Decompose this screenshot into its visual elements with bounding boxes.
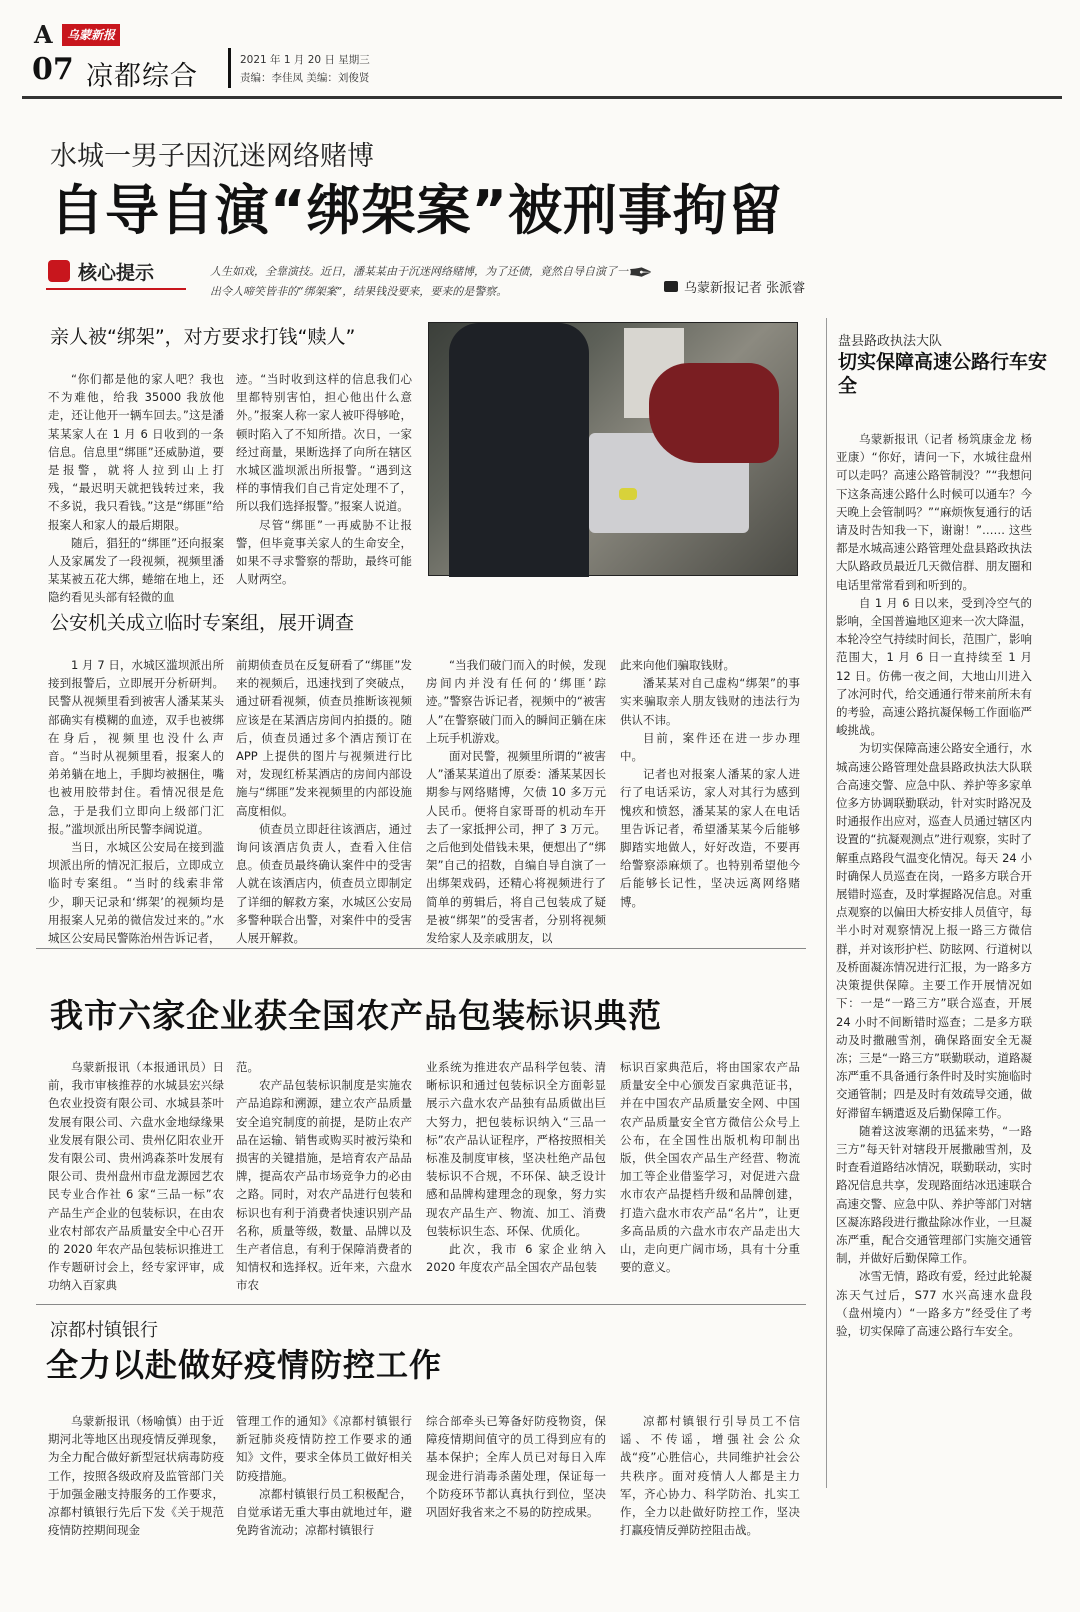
section-title: 凉都综合 [86, 61, 198, 92]
sidebar-kicker: 盘县路政执法大队 [838, 334, 943, 349]
sidebar-body [836, 430, 1032, 1510]
photo-red-cloth [649, 363, 779, 463]
story2-headline: 我市六家企业获全国农产品包装标识典范 [50, 996, 662, 1035]
newspaper-logo: 乌蒙新报 [62, 24, 120, 46]
paragraph: 凉都村镇银行引导员工不信谣、不传谣，增强社会公众战“疫”心胜信心，共同维护社会公共秩序。面对疫情人人都是主力军，齐心协力、科学防治、扎实工作，全力以赴做好防控工作，坚决打赢疫情反弹防控阻击战。 [620, 1414, 800, 1538]
news-photo [428, 322, 798, 576]
story1-subhead1: 亲人被“绑架”，对方要求打钱“赎人” [50, 326, 356, 348]
paragraph: 标识百家典范后，将由国家农产品质量安全中心颁发百家典范证书，并在中国农产品质量安全网、中国农产品质量安全官方微信公众号上公布，在全国性出版机构印制出版，供全国农产品生产经营、物流加工等企业借鉴学习，对促进六盘水市农产品提档升级和品牌创建，打造六盘水市农产品“名片”，让更多高品质的六盘水市农产品走出大山，走向更广阔市场，具有十分重要的意义。 [620, 1060, 800, 1275]
story3-kicker: 凉都村镇银行 [50, 1320, 158, 1341]
paragraph: “你们都是他的家人吧？我也不为难他，给我 35000 我放他走，还让他开一辆车回去。”这是潘某某家人在 1 月 6 日收到的一条信息。信息里“绑匪”还威胁道，要是报警，就将人拉到山上打残，“最迟明天就把钱转过来，我不多说，我只看钱。”这是“绑匪”给报案人和家人的最后期限。 [48, 372, 224, 532]
paragraph: 迹。“当时收到这样的信息我们心里都特别害怕，担心他出什么意外。”报案人称一家人被吓得够呛，顿时陷入了不知所措。次日，一家经过商量，果断选择了向所在辖区水城区滥坝派出所报警。“遇到这样的事情我们自己肯定处理不了，所以我们选择报警。”报案人说道。 [236, 372, 412, 514]
editors: 责编：李佳凤 美编：刘俊贤 [240, 72, 370, 84]
paragraph: 面对民警，视频里所谓的“被害人”潘某某道出了原委：潘某某因长期参与网络赌博，欠债 10 多万元人民币。便将自家哥哥的机动车开去了一家抵押公司，押了 3 万元。之后他到处借钱未果，便想出了“绑架”自己的招数，自编自导自演了一出绑架戏码，还精心将视频进行了简单的剪辑后，将自己包装成了疑是被“绑架”的受害者，分别将视频发给家人及亲戚朋友，以 [426, 749, 606, 946]
photo-figure-police [449, 323, 589, 577]
story1-sec2-col4 [620, 656, 800, 948]
paragraph: 自 1 月 6 日以来，受到冷空气的影响，全国普遍地区迎来一次大降温，本轮冷空气持续时间长，范围广，影响范围大，1 月 6 日一直持续至 1 月 12 日。仿佛一夜之间，大地山川进入了冰河时代，给交通通行带来前所未有的考验，高速公路抗凝保畅工作面临严峻挑战。 [836, 595, 1032, 738]
story1-kicker: 水城一男子因沉迷网络赌博 [50, 141, 374, 172]
paragraph: 前期侦查员在反复研看了“绑匪”发来的视频后，迅速找到了突破点，通过研看视频，侦查员推断该视频应该是在某酒店房间内拍摄的。随后，侦查员通过多个酒店预订在 APP 上提供的图片与视频进行比对，发现红桥某酒店的房间内部设施与“绑匪”发来视频里的内部设施高度相似。 [236, 658, 412, 818]
story2-col2 [236, 1058, 412, 1294]
story-divider [36, 1304, 806, 1305]
masthead-rule [22, 96, 1062, 99]
core-tips-icon [48, 260, 70, 282]
paragraph: 业系统为推进农产品科学包装、清晰标识和通过包装标识全方面彰显展示六盘水农产品独有品质做出巨大努力，把包装标识纳入“三品一标”农产品认证程序，严格按照相关标准及制度审核，坚决杜绝产品包装标识不合规，不环保、缺乏设计感和品牌构建理念的现象，努力实现农产品生产、物流、加工、消费包装标识生态、环保、优质化。 [426, 1060, 606, 1238]
paragraph: 乌蒙新报讯（记者 杨筑康金龙 杨亚康）“你好，请问一下，水城往盘州可以走吗？高速公路管制没？”“我想问下这条高速公路什么时候可以通车？今天晚上会管制吗？”“麻烦恢复通行的话请及时告知我一下，谢谢！”…… 这些都是水城高速公路管理处盘县路政执法大队路政员最近几天微信群、朋友圈和电话里常常看到和听到的。 [836, 432, 1032, 592]
paragraph: 此次，我市 6 家企业纳入 2020 年度农产品全国农产品包装 [426, 1242, 606, 1275]
paragraph: 尽管“绑匪”一再威胁不让报警，但毕竟事关家人的生命安全，如果不寻求警察的帮助，最终可能人财两空。 [236, 517, 412, 587]
paragraph: 记者也对报案人潘某的家人进行了电话采访，家人对其行为感到愧疚和愤怒，潘某某的家人在电话里告诉记者，希望潘某某今后能够脚踏实地做人，好好改造，不要再给警察添麻烦了。也特别希望他今后能够长记性，坚决远离网络赌博。 [620, 767, 800, 909]
paragraph: 此来向他们骗取钱财。 [620, 658, 735, 672]
story1-sec1-col1 [48, 370, 224, 605]
masthead-divider [228, 48, 231, 88]
story1-sec2-col2 [236, 656, 412, 948]
core-tips-label: 核心提示 [78, 262, 155, 284]
paragraph: 侦查员立即赶往该酒店，通过询问该酒店负责人，查看入住信息。侦查员最终确认案件中的受害人就在该酒店内，侦查员立即制定了详细的解救方案，水城区公安局多警种联合出警，对案件中的受害人展开解救。 [236, 821, 412, 946]
paragraph: 目前，案件还在进一步办理中。 [620, 730, 800, 764]
story1-sec1-col2 [236, 370, 412, 587]
paragraph: 潘某某对自己虚构“绑架”的事实来骗取亲人朋友钱财的违法行为供认不讳。 [620, 676, 800, 727]
paragraph: 为切实保障高速公路安全通行，水城高速公路管理处盘县路政执法大队联合高速交警、应急中队、养护等多家单位多方协调联勤联动，针对实时路况及时通报作出应对，巡查人员通过辖区内设置的“抗凝观测点”进行观察，实时了解重点路段气温变化情况。每天 24 小时确保人员巡查在岗，一路多方联合开展错时巡查，及时掌握路况信息。对重点观察的以偏田大桥安排人员值守，每半小时对观察情况上报一路三方微信群，并对该形护栏、防眩网、行道树以及桥面凝冻情况进行汇报，为一路多方决策提供保障。主要工作开展情况如下：一是“一路三方”联合巡查，开展 24 小时不间断错时巡查；二是多方联动及时撒融雪剂，确保路面安全无凝冻；三是“一路三方”联勤联动，道路凝冻严重不具备通行条件时及时实施临时交通管制；四是及时有效疏导交通，做好滞留车辆遣返及后勤保障工作。 [836, 741, 1032, 1120]
story3-headline: 全力以赴做好疫情防控工作 [46, 1346, 443, 1384]
paragraph: 乌蒙新报讯（杨喻慎）由于近期河北等地区出现疫情反弹现象，为全力配合做好新型冠状病毒防疫工作，按照各级政府及监管部门关于加强金融支持服务的工作要求，凉都村镇银行先后下发《关于规范疫情防控期间现金 [48, 1414, 224, 1538]
page-number: 07 [32, 52, 74, 87]
story3-col1 [48, 1412, 224, 1602]
paragraph: 综合部牵头已筹备好防疫物资，保障疫情期间值守的员工得到应有的基本保护；全库人员已对每日入库现金进行消毒杀菌处理，保证每一个防疫环节都认真执行到位，坚决巩固好我省来之不易的防控成果。 [426, 1414, 606, 1520]
story1-byline: 乌蒙新报记者 张派睿 [684, 281, 806, 296]
story2-col4 [620, 1058, 800, 1294]
issue-date: 2021 年 1 月 20 日 星期三 [240, 54, 370, 66]
story1-sec2-col3 [426, 656, 606, 948]
story-divider [36, 948, 806, 949]
story3-col3 [426, 1412, 606, 1602]
paragraph: 农产品包装标识制度是实施农产品追踪和溯源，建立农产品质量安全追究制度的前提，是防止农产品在运输、销售或购买时被污染和损害的关键措施，是培育农产品品牌，提高农产品市场竞争力的必由之路。同时，对农产品进行包装和标识也有利于消费者快速识别产品名称，质量等级，数量、品牌以及生产者信息，有利于保障消费者的知情权和选择权。近年来，六盘水市农 [236, 1078, 412, 1293]
paragraph: 凉都村镇银行员工积极配合，自觉承诺无重大事由就地过年，避免跨省流动；凉都村镇银行 [236, 1486, 412, 1538]
sidebar-title: 切实保障高速公路行车安全 [838, 351, 1048, 397]
story3-col2 [236, 1412, 412, 1602]
story1-sec2-col1 [48, 656, 224, 948]
section-letter: A [34, 20, 53, 49]
paragraph: 随后，猖狂的“绑匪”还向报案人及家属发了一段视频，视频里潘某某被五花大绑，蜷缩在地上，还隐约看见头部有轻微的血 [48, 535, 224, 605]
quill-icon: ✒ [628, 256, 654, 291]
story1-subhead2: 公安机关成立临时专案组，展开调查 [50, 612, 355, 634]
paragraph: 范。 [236, 1060, 259, 1074]
story3-col4 [620, 1412, 800, 1602]
story2-col1 [48, 1058, 224, 1294]
paragraph: 随着这波寒潮的迅猛来势，“一路三方”每天针对辖段开展撒融雪剂，及时查看道路结冰情况，联勤联动，实时路况信息共享，发现路面结冰迅速联合高速交警、应急中队、养护等部门对辖区凝冻路段进行撒盐除冰作业，一旦凝冻严重，配合交通管理部门实施交通管制，并做好后勤保障工作。 [836, 1123, 1032, 1266]
photo-phone [619, 488, 637, 500]
story2-col3 [426, 1058, 606, 1294]
core-tips-underline [46, 288, 186, 290]
paragraph: 管理工作的通知》《凉都村镇银行新冠肺炎疫情防控工作要求的通知》文件，要求全体员工做好相关防疫措施。 [236, 1414, 412, 1483]
paragraph: 冰雪无情，路政有爱，经过此轮凝冻天气过后，S77 水兴高速水盘段（盘州境内）“一路多方”经受住了考验，切实保障了高速公路行车安全。 [836, 1269, 1032, 1338]
paragraph: 乌蒙新报讯（本报通讯员）日前，我市审核推荐的水城县宏兴绿色农业投资有限公司、水城县茶叶发展有限公司、六盘水金地绿缘果业发展有限公司、贵州亿阳农业开发有限公司、贵州鸿森茶叶发展有限公司、贵州盘州市盘龙源园艺农民专业合作社 6 家“三品一标”农产品生产企业的包装标识，在由农业农村部农产品质量安全中心召开的 2020 年农产品包装标识推进工作专题研讨会上，经专家评审，成功纳入百家典 [48, 1060, 224, 1293]
paragraph: 当日，水城区公安局在接到滥坝派出所的情况汇报后，立即成立临时专案组。“当时的线索非常少，聊天记录和‘绑架’的视频均是用报案人兄弟的微信发过来的。”水城区公安局民警陈治州告诉记者， [48, 840, 224, 946]
sidebar-rule [826, 318, 827, 1488]
paragraph: 1 月 7 日，水城区滥坝派出所接到报警后，立即展开分析研判。民警从视频里看到被害人潘某某头部确实有模糊的血迹，双手也被绑在身后，视频里也没什么声音。“当时从视频里看，报案人的弟弟躺在地上，手脚均被捆住，嘴也被用胶带封住。看情况很是危急，于是我们立即向上级部门汇报。”滥坝派出所民警李阔说道。 [48, 658, 224, 836]
camera-icon [664, 281, 678, 292]
paragraph: “当我们破门而入的时候，发现房间内并没有任何的‘绑匪’踪迹。”警察告诉记者，视频中的“被害人”在警察破门而入的瞬间正躺在床上玩手机游戏。 [426, 658, 606, 745]
story1-headline: 自导自演“绑架案”被刑事拘留 [50, 179, 783, 242]
core-tips-text: 人生如戏，全靠演技。近日，潘某某由于沉迷网络赌博，为了还债，竟然自导自演了一出令人啼笑皆非的“绑架案”，结果钱没要来，要来的是警察。 [210, 265, 628, 298]
